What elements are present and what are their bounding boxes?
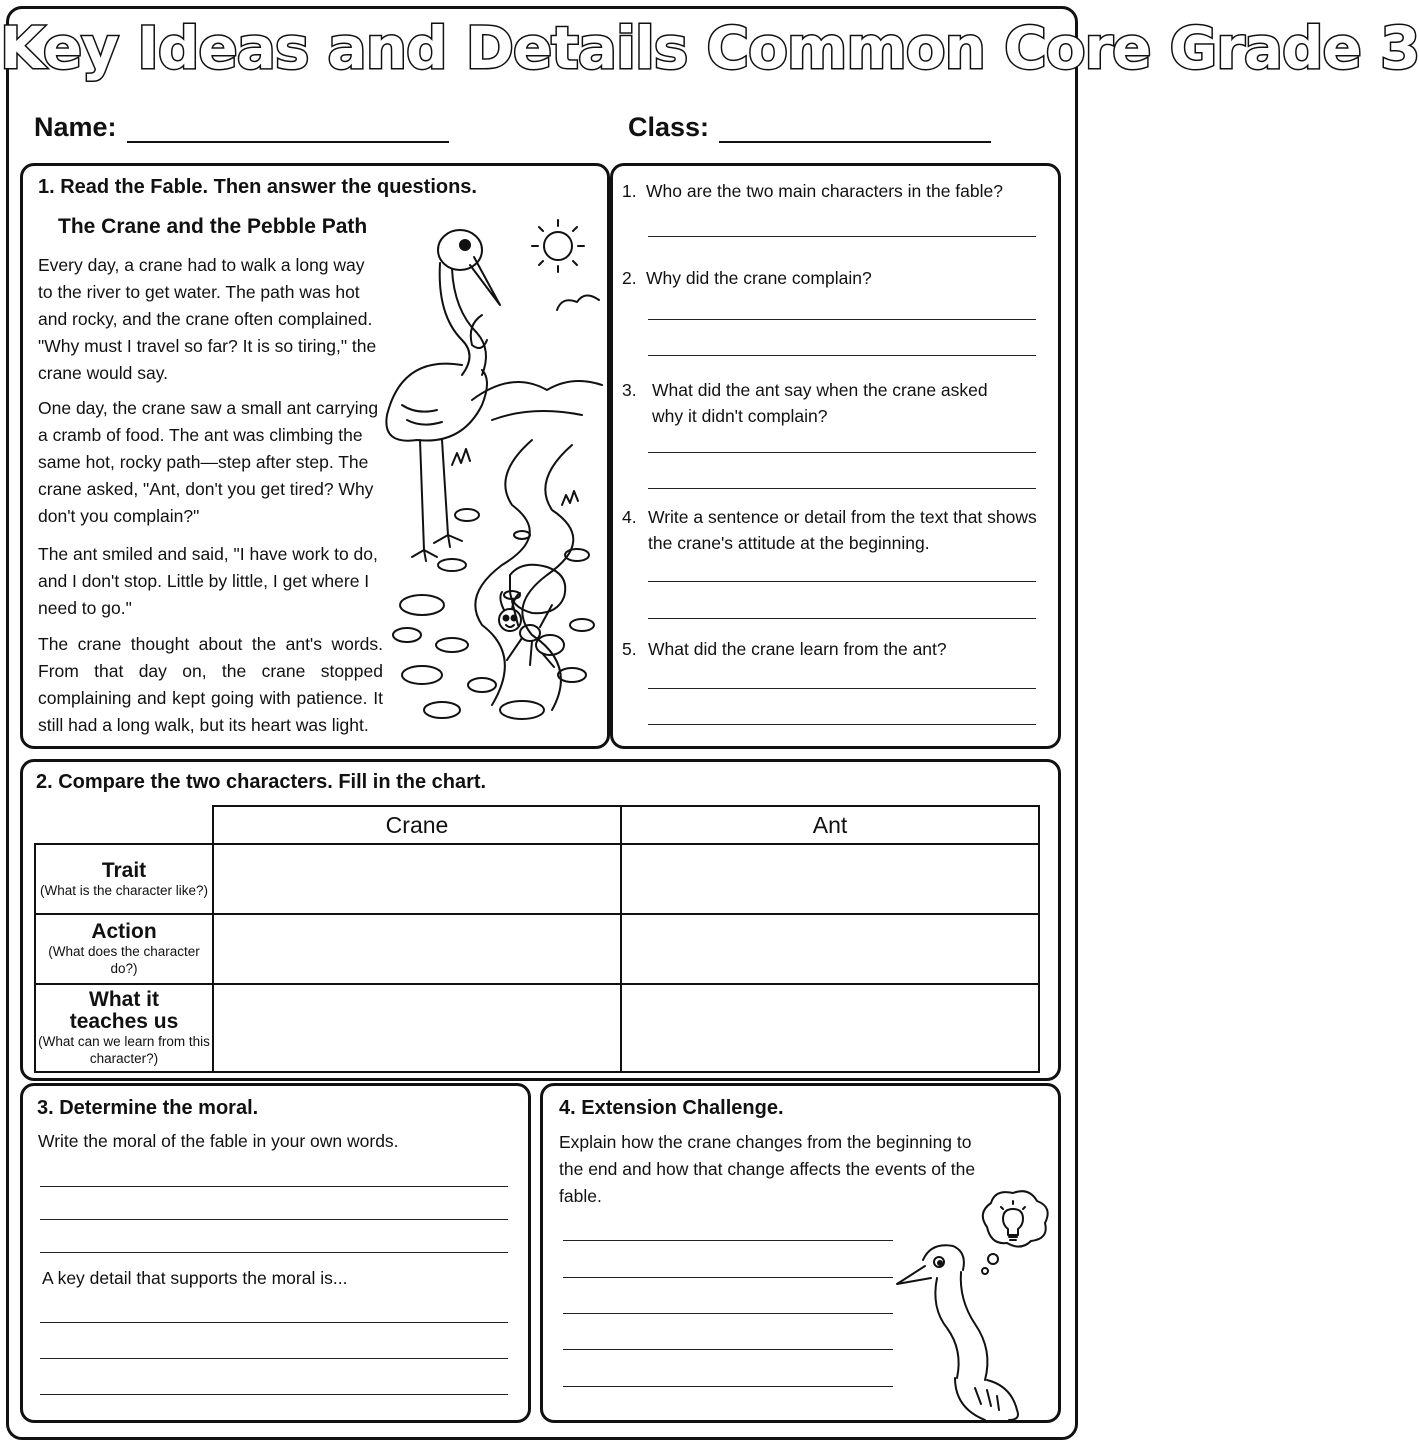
section3-heading: 3. Determine the moral.	[37, 1097, 259, 1119]
answer-line[interactable]	[648, 452, 1036, 453]
row-label-main: Action	[91, 920, 157, 943]
class-label: Class:	[628, 112, 710, 142]
chart-cell[interactable]	[621, 844, 1039, 914]
question-text: Why did the crane complain?	[646, 268, 872, 288]
question-text: Who are the two main characters in the fable?	[646, 181, 1003, 201]
answer-line[interactable]	[40, 1358, 508, 1359]
question-3	[622, 377, 992, 429]
chart-header-ant: Ant	[621, 806, 1039, 844]
question-number: 4.	[622, 507, 637, 527]
chart-cell[interactable]	[213, 984, 621, 1072]
section1-heading: 1. Read the Fable. Then answer the questions.	[38, 176, 477, 198]
story-title: The Crane and the Pebble Path	[58, 215, 368, 238]
story-paragraph: The ant smiled and said, "I have work to do, and I don't stop. Little by little, I get where I need to go."	[38, 544, 378, 618]
chart-cell[interactable]	[213, 844, 621, 914]
answer-line[interactable]	[40, 1219, 508, 1220]
answer-line[interactable]	[40, 1394, 508, 1395]
answer-line[interactable]	[648, 688, 1036, 689]
row-label-sub: (What does the character do?)	[48, 944, 200, 976]
name-label: Name:	[34, 112, 117, 142]
answer-line[interactable]	[563, 1313, 893, 1314]
worksheet-title: Key Ideas and Details Common Core Grade 3	[0, 14, 1419, 82]
story-paragraph: The crane thought about the ant's words. From that day on, the crane stopped complaining and kept going with patience. It still had a long walk, but its heart was light.	[38, 634, 383, 735]
sun-icon	[528, 216, 588, 276]
chart-cell[interactable]	[621, 984, 1039, 1072]
question-text: What did the ant say when the crane asked why it didn't complain?	[652, 380, 988, 426]
row-label-main: What it teaches us	[69, 988, 179, 1033]
question-1	[622, 178, 1052, 204]
compare-chart	[34, 805, 1040, 1073]
answer-line[interactable]	[648, 724, 1036, 725]
crane-illustration	[382, 205, 604, 725]
question-2	[622, 265, 1052, 291]
row-label-main: Trait	[101, 858, 147, 882]
chart-cell[interactable]	[213, 914, 621, 984]
answer-line[interactable]	[40, 1322, 508, 1323]
answer-line[interactable]	[648, 355, 1036, 356]
crane-head-illustration	[895, 1238, 1025, 1423]
class-line[interactable]	[719, 115, 991, 143]
chart-cell[interactable]	[621, 914, 1039, 984]
answer-line[interactable]	[648, 581, 1036, 582]
section4-heading: 4. Extension Challenge.	[559, 1097, 784, 1119]
answer-line[interactable]	[648, 488, 1036, 489]
name-field[interactable]	[34, 112, 449, 143]
name-line[interactable]	[127, 115, 449, 143]
answer-line[interactable]	[648, 618, 1036, 619]
question-number: 3.	[622, 380, 637, 400]
question-text: What did the crane learn from the ant?	[648, 639, 947, 659]
chart-row-label	[35, 844, 213, 914]
answer-line[interactable]	[648, 236, 1036, 237]
story-paragraph: One day, the crane saw a small ant carrying a cramb of food. The ant was climbing the same hot, rocky path—step after step. The crane asked, "Ant, don't you get tired? Why don't you complain?"	[38, 398, 379, 526]
moral-prompt: Write the moral of the fable in your own words.	[38, 1131, 399, 1151]
extension-prompt: Explain how the crane changes from the beginning to the end and how that change affects the events of the fable.	[559, 1132, 976, 1206]
answer-line[interactable]	[648, 319, 1036, 320]
question-text: Write a sentence or detail from the text that shows the crane's attitude at the beginning.	[648, 507, 1037, 553]
section2-heading: 2. Compare the two characters. Fill in the chart.	[36, 771, 487, 793]
chart-header-crane: Crane	[213, 806, 621, 844]
answer-line[interactable]	[563, 1240, 893, 1241]
chart-row-label	[35, 914, 213, 984]
answer-line[interactable]	[563, 1277, 893, 1278]
answer-line[interactable]	[563, 1349, 893, 1350]
detail-prompt: A key detail that supports the moral is...	[42, 1268, 348, 1288]
story-paragraph: Every day, a crane had to walk a long way to the river to get water. The path was hot and rocky, and the crane often complained. "Why must I travel so far? It is so tiring," the crane would say.	[38, 255, 377, 383]
question-4	[622, 504, 1038, 556]
answer-line[interactable]	[40, 1252, 508, 1253]
answer-line[interactable]	[40, 1186, 508, 1187]
row-label-sub: (What is the character like?)	[39, 882, 209, 898]
row-label-sub: (What can we learn from this character?)	[38, 1034, 210, 1066]
chart-corner	[35, 806, 213, 844]
question-5	[622, 636, 1052, 662]
chart-row-label	[35, 984, 213, 1072]
question-number: 1.	[622, 181, 637, 201]
question-number: 5.	[622, 639, 637, 659]
question-number: 2.	[622, 268, 637, 288]
answer-line[interactable]	[563, 1386, 893, 1387]
class-field[interactable]	[628, 112, 991, 143]
